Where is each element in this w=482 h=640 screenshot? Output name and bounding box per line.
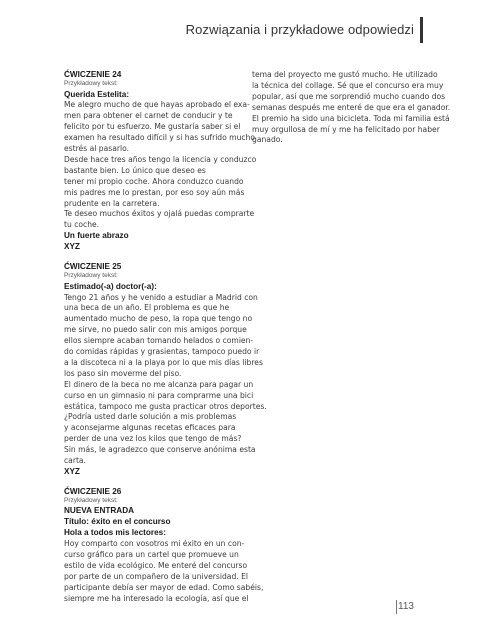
text-line: me sirve, no puedo salir con mis amigos porque: [64, 325, 247, 335]
text-line: popular, así que me sorprendió mucho cuando dos: [252, 91, 446, 101]
text-line: muy orgullosa de mí y me ha felicitado por haber: [252, 124, 440, 134]
text-line: curso gráfico para un cartel que promueve un: [64, 550, 239, 560]
text-line: Sin más, le agradezco que conserve anónima esta: [64, 445, 256, 455]
text-line: carta.: [64, 456, 86, 466]
continuation-text: [252, 70, 451, 146]
text-line: Hoy comparto con vosotros mi éxito en un con-: [64, 539, 245, 549]
exercise-title: ĆWICZENIE 26: [64, 486, 122, 496]
text-line: ganado.: [252, 135, 283, 145]
text-line: examen ha resultado difícil y si has sufrido mucho: [64, 133, 256, 143]
bold-text-line: Hola a todos mis lectores:: [64, 528, 166, 538]
text-line: perder de una vez los kilos que tengo de más?: [64, 434, 242, 444]
exercise-26: [64, 486, 264, 605]
header-title: Rozwiązania i przykładowe odpowiedzi: [185, 22, 414, 37]
text-line: tu coche.: [64, 220, 100, 230]
text-line: mis padres me lo prestan, por eso soy aún más: [64, 187, 245, 197]
text-line: estrés al pasarlo.: [64, 144, 130, 154]
text-line: aumentado mucho de peso, la ropa que tengo no: [64, 314, 253, 324]
text-line: por parte de un compañero de la universidad. El: [64, 571, 248, 581]
exercise-24: [64, 70, 257, 253]
bold-text-line: Un fuerte abrazo: [64, 231, 129, 241]
exercise-body: [64, 89, 257, 254]
text-line: Te deseo muchos éxitos y ojalá puedas comprarte: [64, 209, 255, 219]
text-line: a la discoteca ni a la playa por lo que mis días libres: [64, 357, 263, 367]
text-line: curso en un gimnasio ni para comprarme una bici: [64, 390, 254, 400]
text-line: estática, tampoco me gusta practicar otros deportes.: [64, 401, 267, 411]
page-number-rule: [396, 600, 397, 614]
text-line: tema del proyecto me gustó mucho. He utilizado: [252, 70, 438, 79]
bold-text-line: Querida Estelita:: [64, 89, 130, 99]
text-line: los paso sin moverme del piso.: [64, 368, 182, 378]
exercise-title: ĆWICZENIE 25: [64, 262, 122, 272]
text-line: bastante bien. Lo único que deseo es: [64, 165, 206, 175]
left-column: [64, 70, 267, 614]
text-line: Desde hace tres años tengo la licencia y conduzco: [64, 154, 257, 164]
exercise-subtitle: Przykładowy tekst:: [64, 496, 118, 504]
text-line: prudente en la carretera.: [64, 198, 160, 208]
text-line: una beca de un año. El problema es que he: [64, 303, 230, 313]
bold-text-line: XYZ: [64, 242, 80, 252]
text-line: felicito por tu esfuerzo. Me gustaría saber si el: [64, 122, 241, 132]
text-line: semanas después me enteré de que era el ganador.: [252, 102, 451, 112]
exercise-title: ĆWICZENIE 24: [64, 70, 122, 79]
text-line: do comidas rápidas y grasientas, tampoco puedo ir: [64, 347, 260, 357]
exercise-body: [64, 506, 264, 604]
text-line: Tengo 21 años y he venido a estudiar a Madrid con: [64, 292, 258, 302]
bold-text-line: Título: éxito en el concurso: [64, 517, 171, 527]
exercise-25: [64, 262, 267, 478]
text-line: ellos siempre acaban tomando helados o comien-: [64, 336, 254, 346]
bold-text-line: Estimado(-a) doctor(-a):: [64, 281, 157, 291]
text-line: ¿Podría usted darle solución a mis problemas: [64, 412, 237, 422]
page-number: 113: [398, 601, 414, 612]
header-bar: [420, 17, 423, 43]
bold-text-line: NUEVA ENTRADA: [64, 506, 135, 516]
text-line: estilo de vida ecológico. Me enteré del concurso: [64, 560, 248, 570]
text-line: tener mi propio coche. Ahora conduzco cuando: [64, 176, 244, 186]
text-line: siempre me ha interesado la ecología, así que el: [64, 593, 249, 603]
exercise-subtitle: Przykładowy tekst:: [64, 272, 118, 280]
text-line: participante debía ser mayor de edad. Como sabéis,: [64, 582, 264, 592]
text-line: Me alegro mucho de que hayas aprobado el exa-: [64, 100, 250, 110]
text-line: El premio ha sido una bicicleta. Toda mi familia está: [252, 113, 450, 123]
exercise-subtitle: Przykładowy tekst:: [64, 80, 118, 87]
right-column: [252, 70, 451, 146]
text-line: men para obtener el carnet de conducir y te: [64, 111, 233, 121]
bold-text-line: XYZ: [64, 467, 80, 476]
text-line: la técnica del collage. Sé que el concurso era muy: [252, 80, 444, 90]
text-line: El dinero de la beca no me alcanza para pagar un: [64, 379, 254, 389]
text-line: y aconsejarme algunas recetas eficaces para: [64, 423, 236, 433]
exercise-body: [64, 281, 267, 478]
